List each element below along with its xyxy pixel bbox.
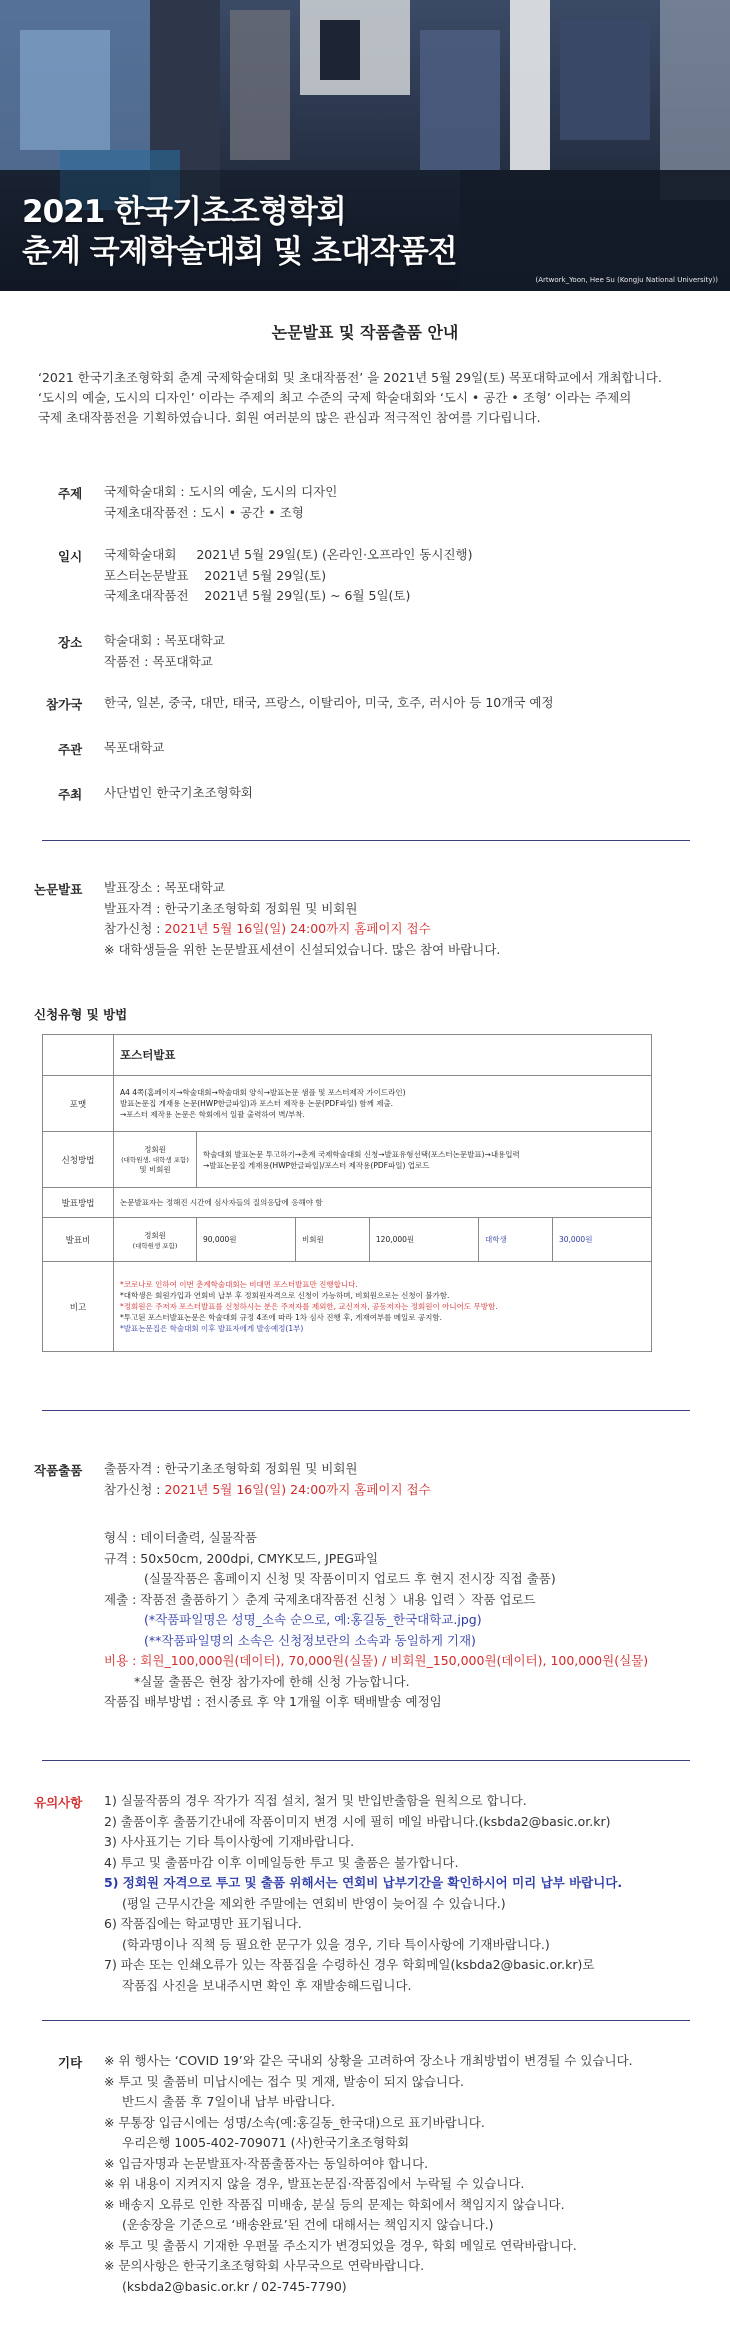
etc-list xyxy=(104,2051,633,2297)
date-line: 국제초대작품전 2021년 5월 29일(토) ~ 6월 5일(토) xyxy=(104,588,411,603)
etc-item: (운송장을 기준으로 ‘배송완료’된 건에 대해서는 책임지지 않습니다.) xyxy=(122,2217,494,2232)
intro-paragraph xyxy=(38,368,708,428)
remark-line: *정회원은 주저자 포스터발표를 신청하시는 분은 주저자를 제외한, 교신저자, 공동저자는 정회원이 아니어도 무방함. xyxy=(120,1302,498,1311)
hero-title-line2: 춘계 국제학술대회 및 초대작품전 xyxy=(22,234,457,270)
exhibit-spec-note: (실물작품은 홈페이지 신청 및 작품이미지 업로드 후 현지 전시장 직접 출품) xyxy=(144,1571,556,1586)
method-cell xyxy=(197,1132,652,1188)
fee-member xyxy=(114,1218,197,1262)
section-divider xyxy=(42,1410,690,1411)
date-label: 일시 xyxy=(58,549,83,564)
format-cell xyxy=(114,1076,652,1132)
exhibit-qualification: 출품자격 : 한국기초조형학회 정회원 및 비회원 xyxy=(104,1461,358,1476)
date-line: 포스터논문발표 2021년 5월 29일(토) xyxy=(104,567,327,583)
paper-apply-deadline: 2021년 5월 16일(일) 24:00까지 홈페이지 접수 xyxy=(164,921,431,936)
format-label: 포맷 xyxy=(43,1076,114,1132)
organizer-label: 주최 xyxy=(58,787,83,802)
exhibit-apply-deadline: 2021년 5월 16일(일) 24:00까지 홈페이지 접수 xyxy=(164,1481,431,1497)
caution-item: 1) 실물작품의 경우 작가가 직접 설치, 철거 및 반입반출함을 원칙으로 합니다. xyxy=(104,1793,527,1808)
presenting-cell: 논문발표자는 정해진 시간에 심사자들의 질의응답에 응해야 함 xyxy=(114,1188,652,1218)
countries-label: 참가국 xyxy=(46,697,83,712)
method-who-line: 및 비회원 xyxy=(139,1165,171,1174)
intro-line: ‘2021 한국기초조형학회 춘계 국제학술대회 및 초대작품전’ 을 2021년 5월 29일(토) 목포대학교에서 개최합니다. xyxy=(38,370,662,385)
remark-line: *투고된 포스터발표논문은 학술대회 규정 4조에 따라 1차 심사 진행 후, 게재여부를 메일로 공지함. xyxy=(120,1313,442,1322)
etc-item: ※ 입금자명과 논문발표자·작품출품자는 동일하여야 합니다. xyxy=(104,2155,429,2171)
presenting-label: 발표방법 xyxy=(43,1188,114,1218)
etc-item: ※ 배송지 오류로 인한 작품집 미배송, 분실 등의 문제는 학회에서 책임지지 않습니다. xyxy=(104,2196,565,2212)
caution-item: 5) 정회원 자격으로 투고 및 출품 위해서는 연회비 납부기간을 확인하시어 미리 납부 바랍니다. xyxy=(104,1875,623,1890)
exhibit-spec: 규격 : 50x50cm, 200dpi, CMYK모드, JPEG파일 xyxy=(104,1550,379,1566)
fee-member-label: 정회원 xyxy=(144,1230,166,1240)
date-value xyxy=(104,545,473,607)
exhibit-info xyxy=(104,1459,431,1500)
etc-item: (ksbda2@basic.or.kr / 02-745-7790) xyxy=(122,2278,347,2294)
poster-table xyxy=(42,1034,652,1352)
method-who-line: 정회원 xyxy=(144,1145,166,1154)
fee-non-label: 비회원 xyxy=(295,1218,369,1262)
intro-line: 국제 초대작품전을 기획하였습니다. 회원 여러분의 많은 관심과 적극적인 참여를 기다립니다. xyxy=(38,410,541,425)
hero-banner xyxy=(0,0,730,291)
section-divider xyxy=(42,1760,690,1761)
caution-item: (평일 근무시간을 제외한 주말에는 연회비 반영이 늦어질 수 있습니다.) xyxy=(122,1895,506,1911)
remark-cell xyxy=(114,1262,652,1352)
format-line: →포스터 제작용 논문은 학회에서 일괄 출력하여 벽/부착. xyxy=(120,1110,305,1119)
caution-item: 3) 사사표기는 기타 특이사항에 기재바랍니다. xyxy=(104,1834,355,1849)
exhibit-details xyxy=(104,1528,648,1713)
apply-type-label: 신청유형 및 방법 xyxy=(34,1007,128,1022)
fee-member-amount: 90,000원 xyxy=(197,1218,296,1262)
etc-item: ※ 위 행사는 ‘COVID 19’와 같은 국내외 상황을 고려하여 장소나 개최방법이 변경될 수 있습니다. xyxy=(104,2053,633,2068)
exhibit-cost: 비용 : 회원_100,000원(데이터), 70,000원(실물) / 비회원_150,000원(데이터), 100,000원(실물) xyxy=(104,1653,649,1668)
method-who-line: (대학원생, 대학생 포함) xyxy=(121,1156,189,1164)
remark-line: *대학생은 회원가입과 연회비 납부 후 정회원자격으로 신청이 가능하며, 비회원으로는 신청이 불가함. xyxy=(120,1291,450,1300)
fee-student-label: 대학생 xyxy=(479,1218,553,1262)
method-line: →발표논문집 게재용(HWP한글파일)/포스터 제작용(PDF파일) 업로드 xyxy=(203,1160,430,1170)
table-corner xyxy=(43,1035,114,1076)
theme-line: 국제초대작품전 : 도시 • 공간 • 조형 xyxy=(104,504,304,520)
place-line: 학술대회 : 목포대학교 xyxy=(104,633,225,648)
organizer-value: 사단법인 한국기초조형학회 xyxy=(104,785,253,800)
exhibit-file-note: (**작품파일명의 소속은 신청정보란의 소속과 동일하게 기재) xyxy=(144,1632,476,1648)
theme-value xyxy=(104,482,337,523)
exhibit-label: 작품출품 xyxy=(34,1463,83,1478)
caution-list xyxy=(104,1791,622,1996)
exhibit-apply-label: 참가신청 : xyxy=(104,1481,165,1497)
paper-note: ※ 대학생들을 위한 논문발표세션이 신설되었습니다. 많은 참여 바랍니다. xyxy=(104,941,501,957)
etc-item: ※ 투고 및 출품시 기재한 우편물 주소지가 변경되었을 경우, 학회 메일로 연락바랍니다. xyxy=(104,2237,577,2253)
paper-label: 논문발표 xyxy=(34,882,83,897)
remark-line: *코로나로 인하여 이번 춘계학술대회는 비대면 포스터발표만 진행합니다. xyxy=(120,1280,358,1289)
caution-label: 유의사항 xyxy=(34,1795,83,1810)
etc-item: ※ 문의사항은 한국기초조형학회 사무국으로 연락바랍니다. xyxy=(104,2258,425,2273)
exhibit-submit: 제출 : 작품전 출품하기 〉춘계 국제초대작품전 신청 〉내용 입력 〉작품 업로드 xyxy=(104,1591,536,1607)
hero-title-line1: 2021 한국기초조형학회 xyxy=(22,194,346,230)
date-line: 국제학술대회 2021년 5월 29일(토) (온라인·오프라인 동시진행) xyxy=(104,547,473,562)
format-line: A4 4쪽(홈페이지→학술대회→학술대회 양식→발표논문 샘플 및 포스터제작 가이드라인) xyxy=(120,1088,406,1097)
fee-label: 발표비 xyxy=(43,1218,114,1262)
paper-place: 발표장소 : 목포대학교 xyxy=(104,880,225,895)
caution-item: (학과명이나 직책 등 필요한 문구가 있을 경우, 기타 특이사항에 기재바랍니다.) xyxy=(122,1936,550,1952)
fee-student-amount: 30,000원 xyxy=(552,1218,651,1262)
etc-label: 기타 xyxy=(58,2055,83,2070)
section-divider xyxy=(42,840,690,841)
paper-apply xyxy=(104,919,500,940)
theme-line: 국제학술대회 : 도시의 예술, 도시의 디자인 xyxy=(104,484,338,499)
paper-info xyxy=(104,878,500,960)
method-label: 신청방법 xyxy=(43,1132,114,1188)
etc-item: 반드시 출품 후 7일이내 납부 바랍니다. xyxy=(122,2094,335,2109)
method-who xyxy=(114,1132,197,1188)
etc-item: ※ 무통장 입금시에는 성명/소속(예:홍길동_한국대)으로 표기바랍니다. xyxy=(104,2114,485,2130)
place-label: 장소 xyxy=(58,635,83,650)
etc-item: ※ 위 내용이 지켜지지 않을 경우, 발표논문집·작품집에서 누락될 수 있습니다. xyxy=(104,2176,525,2191)
host-label: 주관 xyxy=(58,742,83,757)
exhibit-delivery: 작품집 배부방법 : 전시종료 후 약 1개월 이후 택배발송 예정임 xyxy=(104,1694,442,1709)
artwork-credit: (Artwork_Yoon, Hee Su (Kongju National University)) xyxy=(535,276,718,284)
fee-member-sub: (대학원생 포함) xyxy=(132,1241,178,1250)
exhibit-apply xyxy=(104,1480,431,1501)
exhibit-form: 형식 : 데이터출력, 실물작품 xyxy=(104,1530,257,1545)
caution-item: 작품집 사진을 보내주시면 확인 후 재발송해드립니다. xyxy=(122,1977,412,1993)
method-line: 학술대회 발표논문 투고하기→춘계 국제학술대회 신청→발표유형선택(포스터논문발표)→내용입력 xyxy=(203,1149,520,1159)
place-value xyxy=(104,631,225,672)
etc-item: ※ 투고 및 출품비 미납시에는 접수 및 게재, 발송이 되지 않습니다. xyxy=(104,2073,465,2089)
countries-value: 한국, 일본, 중국, 대만, 태국, 프랑스, 이탈리아, 미국, 호주, 러시아 등 10개국 예정 xyxy=(104,695,554,710)
format-line: 발표논문집 게재용 논문(HWP한글파일)과 포스터 제작용 논문(PDF파일) 함께 제출. xyxy=(120,1099,394,1108)
caution-item: 4) 투고 및 출품마감 이후 이메일등한 투고 및 출품은 불가합니다. xyxy=(104,1854,459,1870)
theme-label: 주제 xyxy=(58,486,83,501)
remark-line: *발표논문집은 학술대회 이후 발표자에게 발송예정(1부) xyxy=(120,1324,304,1333)
document-title: 논문발표 및 작품출품 안내 xyxy=(271,323,459,342)
exhibit-file-note: (*작품파일명은 성명_소속 순으로, 예:홍길동_한국대학교.jpg) xyxy=(144,1612,482,1627)
caution-item: 7) 파손 또는 인쇄오류가 있는 작품집을 수령하신 경우 학회메일(ksbda2@basic.or.kr)로 xyxy=(104,1957,595,1972)
table-head: 포스터발표 xyxy=(114,1035,652,1076)
intro-line: ‘도시의 예술, 도시의 디자인’ 이라는 주제의 최고 수준의 국제 학술대회와 ‘도시 • 공간 • 조형’ 이라는 주제의 xyxy=(38,390,632,405)
section-divider xyxy=(42,2020,690,2021)
etc-item: 우리은행 1005-402-709071 (사)한국기초조형학회 xyxy=(122,2135,410,2150)
paper-apply-label: 참가신청 : xyxy=(104,921,165,936)
host-value: 목포대학교 xyxy=(104,740,165,755)
fee-non-amount: 120,000원 xyxy=(369,1218,478,1262)
caution-item: 2) 출품이후 출품기간내에 작품이미지 변경 시에 필히 메일 바랍니다.(ksbda2@basic.or.kr) xyxy=(104,1813,611,1829)
place-line: 작품전 : 목포대학교 xyxy=(104,653,213,669)
remark-label: 비고 xyxy=(43,1262,114,1352)
caution-item: 6) 작품집에는 학교명만 표기됩니다. xyxy=(104,1916,302,1931)
exhibit-note: *실물 출품은 현장 참가자에 한해 신청 가능합니다. xyxy=(134,1673,410,1689)
paper-qualification: 발표자격 : 한국기초조형학회 정회원 및 비회원 xyxy=(104,900,358,916)
